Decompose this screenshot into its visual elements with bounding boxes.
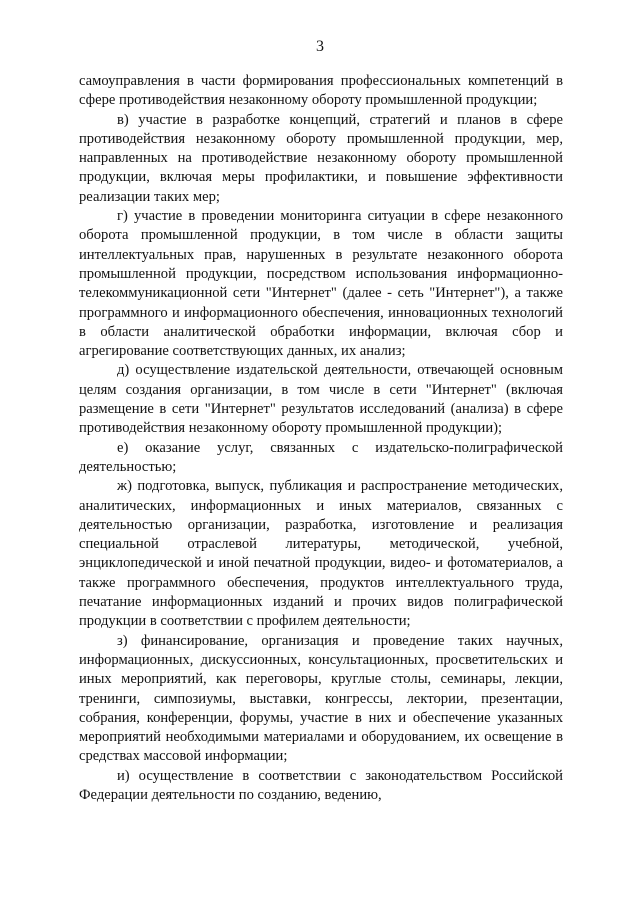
paragraph-continuation: самоуправления в части формирования профессиональных компетенций в сфере противодействия незаконному обороту промышленной продукции; [79, 73, 563, 109]
paragraph-item-z: з) финансирование, организация и проведение таких научных, информационных, дискуссионных, консультационных, просветительских и иных мероприятий, как переговоры, круглые столы, семинары, лекции, тренинги, симпозиумы, выставки, конгрессы, лектории, презентации, собрания, конференции, форумы, участие в них и обеспечение указанных мероприятий необходимыми материалами и оборудованием, их освещение в средствах массовой информации; [79, 632, 563, 765]
paragraph-item-zh: ж) подготовка, выпуск, публикация и распространение методических, аналитических, информационных и иных материалов, связанных с деятельностью организации, разработка, изготовление и реализация специальной отраслевой литературы, методической, учебной, энциклопедической и иной печатной продукции, видео- и фотоматериалов, а также программного обеспечения, продуктов интеллектуального труда, печатание информационных изданий и прочих видов полиграфической продукции в соответствии с профилем деятельности; [79, 478, 563, 630]
document-body [79, 72, 563, 805]
paragraph-item-g: г) участие в проведении мониторинга ситуации в сфере незаконного оборота промышленной продукции, в том числе в области защиты интеллектуальных прав, нарушенных в результате незаконного оборота промышленной продукции, посредством использования информационно-телекоммуникационной сети "Интернет" (далее - сеть "Интернет"), а также программного и информационного обеспечения, инновационных технологий в области аналитической обработки информации, включая сбор и агрегирование соответствующих данных, их анализ; [79, 208, 563, 360]
paragraph-item-v: в) участие в разработке концепций, стратегий и планов в сфере противодействия незаконному обороту промышленной продукции, мер, направленных на противодействие незаконному обороту промышленной продукции, включая меры профилактики, и повышение эффективности реализации таких мер; [79, 111, 563, 205]
paragraph-item-e: е) оказание услуг, связанных с издательско-полиграфической деятельностью; [79, 439, 563, 475]
paragraph-item-i: и) осуществление в соответствии с законодательством Российской Федерации деятельности по созданию, ведению, [79, 767, 563, 803]
page-number: 3 [316, 38, 324, 55]
paragraph-item-d: д) осуществление издательской деятельности, отвечающей основным целям создания организации, в том числе в сети "Интернет" (включая размещение в сети "Интернет" результатов исследований (анализа) в сфере противодействия незаконному обороту промышленной продукции); [79, 362, 563, 437]
